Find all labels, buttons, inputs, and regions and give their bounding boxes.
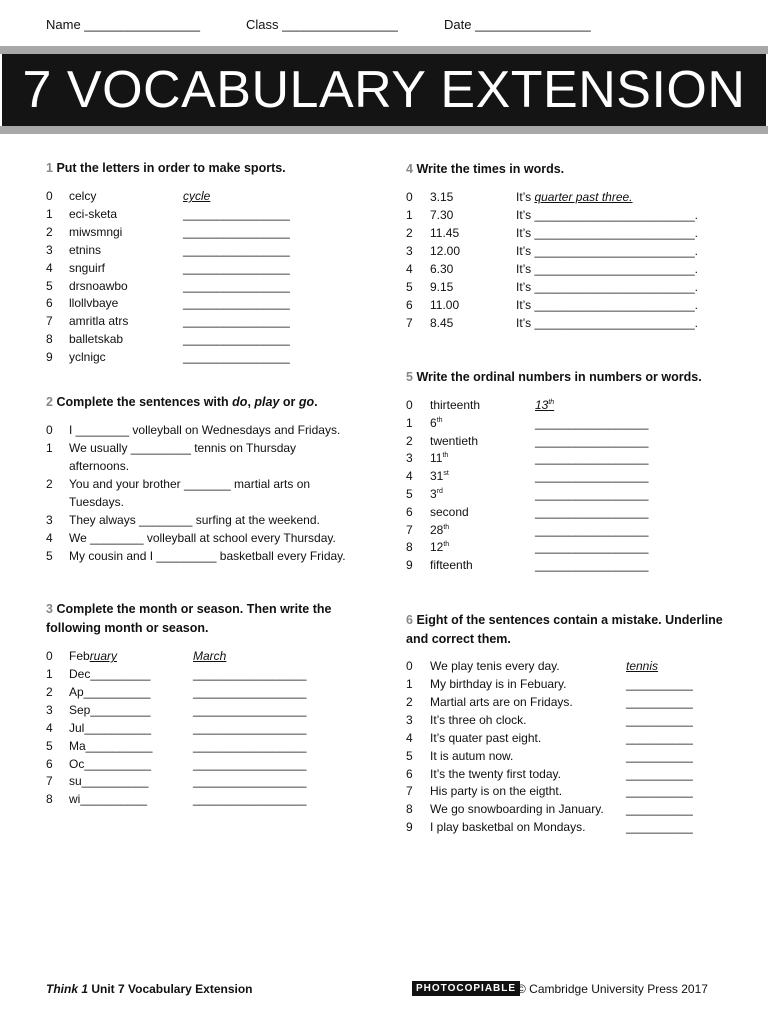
list-item bbox=[46, 665, 366, 683]
sentence: It’s quater past eight. bbox=[430, 730, 542, 745]
list-item bbox=[406, 296, 726, 314]
item-number: 5 bbox=[46, 278, 53, 293]
item-number: 5 bbox=[46, 738, 53, 753]
sentence: I play basketbal on Mondays. bbox=[430, 820, 586, 835]
sentence: His party is on the eigtht. bbox=[430, 784, 563, 799]
ex3-example: 0 February March bbox=[46, 649, 227, 663]
item-number: 4 bbox=[46, 531, 53, 545]
answer-blank[interactable]: _________________ bbox=[193, 756, 307, 771]
answer-blank[interactable]: It’s ________________________. bbox=[516, 244, 698, 258]
answer-blank[interactable]: It’s ________________________. bbox=[516, 208, 698, 222]
answer-blank[interactable]: ________________ bbox=[183, 296, 290, 311]
month-fill[interactable]: Jul__________ bbox=[69, 720, 152, 735]
list-item bbox=[406, 782, 726, 800]
ex5-heading: 5 Write the ordinal numbers in numbers or words. bbox=[406, 370, 702, 384]
list-item bbox=[406, 800, 726, 818]
answer-blank[interactable]: _________________ bbox=[193, 684, 307, 699]
answer-blank[interactable]: __________ bbox=[626, 712, 693, 727]
item-number: 4 bbox=[46, 720, 53, 735]
item-number: 8 bbox=[406, 540, 413, 555]
item-number: 4 bbox=[406, 469, 413, 484]
scrambled-word: drsnoawbo bbox=[69, 278, 128, 293]
answer-blank[interactable]: ________________ bbox=[183, 242, 290, 257]
list-item bbox=[46, 737, 366, 755]
item-number: 9 bbox=[46, 350, 53, 365]
photocopiable-badge: PHOTOCOPIABLE bbox=[412, 981, 520, 996]
answer-blank[interactable]: __________ bbox=[626, 694, 693, 709]
list-item bbox=[406, 396, 726, 414]
answer-blank[interactable]: _________________ bbox=[535, 504, 649, 519]
month-fill[interactable]: Ap__________ bbox=[69, 684, 151, 699]
answer-blank[interactable]: It’s ________________________. bbox=[516, 280, 698, 294]
answer-blank[interactable]: It’s ________________________. bbox=[516, 316, 698, 330]
item-number: 7 bbox=[406, 316, 413, 330]
item-number: 6 bbox=[46, 296, 53, 311]
ordinal-prompt bbox=[430, 503, 469, 521]
item-number: 7 bbox=[406, 522, 413, 537]
answer-suffix: th bbox=[548, 399, 555, 406]
ex4-heading: 4 Write the times in words. bbox=[406, 162, 565, 176]
answer-base: 13 bbox=[535, 398, 549, 412]
answer-blank[interactable]: _________________ bbox=[193, 738, 307, 753]
sentence: My birthday is in Febuary. bbox=[430, 677, 567, 691]
answer-blank[interactable]: _________________ bbox=[193, 720, 307, 735]
item-number: 5 bbox=[406, 280, 413, 294]
ordinal-base: 11 bbox=[430, 451, 443, 466]
item-number: 2 bbox=[46, 684, 53, 699]
ordinal-prompt bbox=[430, 556, 473, 574]
answer-blank[interactable]: It’s ________________________. bbox=[516, 298, 698, 312]
ordinal-base: 3 bbox=[430, 487, 437, 501]
time-value: 11.00 bbox=[430, 298, 460, 312]
list-item bbox=[406, 556, 726, 574]
list-item bbox=[406, 693, 726, 711]
answer-blank[interactable]: _________________ bbox=[193, 702, 307, 717]
list-item bbox=[46, 701, 366, 719]
list-item bbox=[46, 205, 346, 223]
item-number: 7 bbox=[46, 774, 53, 789]
ordinal-suffix: rd bbox=[436, 488, 443, 495]
list-item bbox=[406, 414, 726, 432]
item-number: 0 bbox=[46, 423, 53, 437]
ordinal-suffix: th bbox=[443, 523, 450, 531]
list-item bbox=[406, 206, 726, 224]
time-value: 7.30 bbox=[430, 208, 454, 222]
item-number: 6 bbox=[46, 756, 53, 771]
answer-blank[interactable]: __________ bbox=[626, 766, 693, 781]
list-item bbox=[46, 755, 366, 773]
ordinal-prompt bbox=[430, 485, 443, 503]
item-number: 3 bbox=[406, 712, 413, 727]
list-item bbox=[46, 312, 346, 330]
list-item bbox=[46, 683, 366, 701]
list-item bbox=[46, 294, 346, 312]
answer-blank[interactable]: __________ bbox=[626, 820, 693, 835]
ex4-example: 0 3.15 It’s quarter past three. bbox=[406, 190, 633, 204]
footer-unit: Think 1 Unit 7 Vocabulary Extension bbox=[46, 982, 253, 996]
time-value: 8.45 bbox=[430, 316, 454, 330]
item-number: 5 bbox=[406, 748, 413, 763]
list-item bbox=[406, 711, 726, 729]
month-fill[interactable]: wi__________ bbox=[69, 792, 148, 807]
scrambled-word: celcy bbox=[69, 189, 97, 203]
item-number: 3 bbox=[46, 242, 53, 257]
item-number: 1 bbox=[46, 441, 53, 455]
item-number: 7 bbox=[46, 314, 53, 329]
list-item bbox=[406, 314, 726, 332]
ordinal-base: fifteenth bbox=[430, 558, 473, 573]
list-item bbox=[406, 260, 726, 278]
answer-blank[interactable]: _________________ bbox=[535, 433, 649, 448]
item-number: 2 bbox=[46, 477, 53, 491]
scrambled-word: yclnigc bbox=[69, 350, 106, 365]
list-item bbox=[406, 224, 726, 242]
item-number: 6 bbox=[406, 298, 413, 312]
answer-blank[interactable]: __________ bbox=[626, 802, 693, 817]
list-item bbox=[406, 675, 726, 693]
list-item bbox=[406, 449, 726, 467]
answer-blank[interactable]: _________________ bbox=[535, 487, 649, 501]
sentence-line: afternoons. bbox=[69, 459, 130, 473]
answer-blank[interactable]: It’s ________________________. bbox=[516, 262, 698, 276]
ordinal-prompt bbox=[430, 396, 480, 414]
item-number: 9 bbox=[406, 558, 413, 573]
scrambled-word: eci-sketa bbox=[69, 206, 118, 221]
ordinal-base: thirteenth bbox=[430, 398, 481, 412]
item-number: 3 bbox=[46, 702, 53, 717]
answer-blank[interactable]: _________________ bbox=[193, 774, 307, 789]
month-fill[interactable]: Dec_________ bbox=[69, 667, 151, 681]
title-band-top bbox=[0, 46, 768, 54]
list-item bbox=[46, 790, 366, 808]
item-number: 3 bbox=[406, 244, 413, 258]
answer-blank[interactable]: It’s ________________________. bbox=[516, 226, 698, 240]
list-item bbox=[406, 729, 726, 747]
list-item bbox=[406, 818, 726, 836]
ordinal-base: 31 bbox=[430, 469, 444, 484]
ordinal-prompt bbox=[430, 538, 449, 556]
ordinal-suffix: th bbox=[442, 452, 449, 460]
sentence-line: You and your brother _______ martial arts on bbox=[69, 477, 311, 491]
sentence: We go snowboarding in January. bbox=[430, 802, 604, 817]
answer-blank[interactable]: __________ bbox=[626, 677, 693, 691]
item-number: 6 bbox=[406, 504, 413, 519]
ordinal-prompt bbox=[430, 432, 478, 450]
title-band-bottom bbox=[0, 126, 768, 134]
time-value: 9.15 bbox=[430, 280, 454, 294]
answer-blank[interactable]: ________________ bbox=[183, 332, 290, 347]
list-item bbox=[46, 719, 366, 737]
ordinal-suffix: th bbox=[443, 541, 450, 549]
scrambled-word: snguirf bbox=[69, 260, 106, 275]
answer-blank[interactable]: ________________ bbox=[183, 224, 290, 239]
answer-blank bbox=[535, 396, 554, 414]
list-item bbox=[46, 277, 346, 295]
ex1-heading: 1 Put the letters in order to make sports. bbox=[46, 161, 286, 175]
scrambled-word: amritla atrs bbox=[69, 314, 129, 329]
answer-blank[interactable]: ________________ bbox=[183, 314, 290, 329]
item-number: 0 bbox=[46, 189, 53, 203]
ordinal-suffix: th bbox=[436, 416, 443, 424]
sentence: It’s three oh clock. bbox=[430, 712, 527, 727]
list-item bbox=[406, 467, 726, 485]
answer-blank[interactable]: _________________ bbox=[535, 540, 649, 555]
item-number: 1 bbox=[46, 667, 53, 681]
answer-blank[interactable]: _________________ bbox=[535, 558, 649, 573]
item-number: 2 bbox=[406, 226, 413, 240]
list-item bbox=[406, 765, 726, 783]
sentence-line: My cousin and I _________ basketball every Friday. bbox=[69, 549, 346, 563]
footer-copyright: © Cambridge University Press 2017 bbox=[517, 982, 708, 996]
time-value: 11.45 bbox=[430, 226, 460, 240]
item-number: 4 bbox=[46, 260, 53, 275]
ex6-heading: 6 Eight of the sentences contain a mistake. Underline and correct them. bbox=[406, 613, 723, 646]
month-fill[interactable]: su__________ bbox=[69, 774, 149, 789]
answer-blank[interactable]: ________________ bbox=[183, 350, 290, 365]
answer-blank[interactable]: _________________ bbox=[535, 451, 649, 466]
item-number: 8 bbox=[46, 332, 53, 347]
name-field[interactable]: Name ________________ bbox=[46, 17, 200, 32]
list-item bbox=[46, 187, 346, 205]
list-item bbox=[406, 432, 726, 450]
sentence: Martial arts are on Fridays. bbox=[430, 694, 573, 709]
item-number: 8 bbox=[46, 792, 53, 807]
sentence-line: I ________ volleyball on Wednesdays and Fridays. bbox=[69, 423, 341, 437]
item-number: 3 bbox=[46, 513, 53, 527]
list-item bbox=[406, 278, 726, 296]
sentence: It’s the twenty first today. bbox=[430, 766, 561, 781]
date-field[interactable]: Date ________________ bbox=[444, 17, 591, 32]
item-number: 7 bbox=[406, 784, 413, 799]
time-value: 6.30 bbox=[430, 262, 454, 276]
ordinal-base: 28 bbox=[430, 522, 444, 537]
item-number: 1 bbox=[406, 677, 413, 691]
answer-blank[interactable]: ________________ bbox=[183, 260, 290, 275]
ex2-heading: 2 Complete the sentences with do, play or go. bbox=[46, 395, 318, 409]
ordinal-base: 6 bbox=[430, 415, 437, 430]
item-number: 5 bbox=[406, 487, 413, 501]
answer-blank[interactable]: _________________ bbox=[535, 469, 649, 484]
list-item bbox=[46, 259, 346, 277]
scrambled-word: etnins bbox=[69, 242, 102, 257]
page-title: 7 VOCABULARY EXTENSION bbox=[22, 61, 746, 119]
scrambled-word: llollvbaye bbox=[69, 296, 119, 311]
class-field[interactable]: Class ________________ bbox=[246, 17, 398, 32]
sentence-line: We usually _________ tennis on Thursday bbox=[69, 441, 297, 455]
item-number: 2 bbox=[406, 694, 413, 709]
answer-blank[interactable]: ________________ bbox=[183, 206, 290, 221]
month-fill[interactable]: Ma__________ bbox=[69, 738, 153, 753]
sentence-line: They always ________ surfing at the weekend. bbox=[69, 513, 320, 527]
item-number: 2 bbox=[46, 224, 53, 239]
item-number: 4 bbox=[406, 262, 413, 276]
list-item bbox=[46, 223, 346, 241]
list-item bbox=[46, 348, 346, 366]
answer-blank[interactable]: ________________ bbox=[183, 278, 290, 293]
list-item bbox=[406, 538, 726, 556]
scrambled-word: balletskab bbox=[69, 332, 124, 347]
answer-blank[interactable]: _________________ bbox=[193, 792, 307, 807]
month-fill[interactable]: Sep_________ bbox=[69, 702, 151, 717]
item-number: 2 bbox=[406, 433, 413, 448]
answer-blank[interactable]: _________________ bbox=[193, 667, 307, 681]
item-number: 1 bbox=[46, 206, 53, 221]
answer-blank[interactable]: __________ bbox=[626, 784, 693, 799]
item-number: 9 bbox=[406, 820, 413, 835]
ordinal-base: twentieth bbox=[430, 433, 479, 448]
item-number: 8 bbox=[406, 802, 413, 817]
ordinal-suffix: st bbox=[443, 470, 449, 478]
item-number: 1 bbox=[406, 415, 413, 430]
list-item bbox=[46, 241, 346, 259]
ordinal-prompt bbox=[430, 467, 449, 485]
ordinal-prompt bbox=[430, 414, 443, 432]
ex3-heading: 3 Complete the month or season. Then write the following month or season. bbox=[46, 602, 332, 635]
sentence-line: Tuesdays. bbox=[69, 495, 124, 509]
time-value: 12.00 bbox=[430, 244, 461, 258]
answer-blank[interactable]: __________ bbox=[626, 748, 693, 763]
list-item bbox=[46, 330, 346, 348]
month-fill[interactable]: Oc__________ bbox=[69, 756, 152, 771]
list-item bbox=[406, 747, 726, 765]
list-item bbox=[406, 485, 726, 503]
item-number: 0 bbox=[406, 398, 413, 412]
sentence: It is autum now. bbox=[430, 748, 514, 763]
ordinal-base: second bbox=[430, 504, 469, 519]
item-number: 6 bbox=[406, 766, 413, 781]
item-number: 4 bbox=[406, 730, 413, 745]
ordinal-prompt bbox=[430, 449, 448, 467]
answer-blank[interactable]: __________ bbox=[626, 730, 693, 745]
answer-blank: cycle bbox=[183, 189, 211, 203]
ordinal-prompt bbox=[430, 521, 449, 539]
item-number: 5 bbox=[46, 549, 53, 563]
sentence-line: We ________ volleyball at school every Thursday. bbox=[69, 531, 336, 545]
list-item bbox=[406, 242, 726, 260]
scrambled-word: miwsmngi bbox=[69, 224, 123, 239]
item-number: 1 bbox=[406, 208, 413, 222]
ordinal-base: 12 bbox=[430, 540, 444, 555]
list-item bbox=[406, 521, 726, 539]
list-item bbox=[406, 503, 726, 521]
list-item bbox=[46, 772, 366, 790]
item-number: 3 bbox=[406, 451, 413, 466]
answer-blank[interactable]: _________________ bbox=[535, 522, 649, 537]
answer-blank[interactable]: _________________ bbox=[535, 415, 649, 430]
ex6-example: 0 We play tenis every day. tennis bbox=[406, 659, 659, 673]
